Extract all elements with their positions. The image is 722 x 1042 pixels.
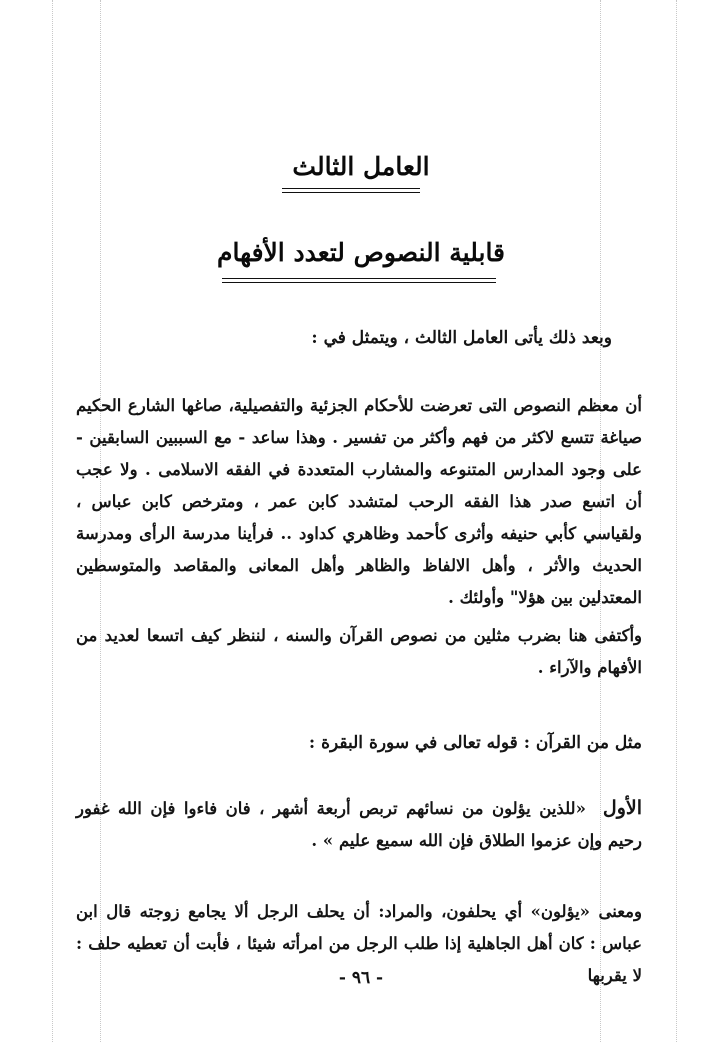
first-verse-paragraph [76,792,642,857]
first-verse-text: «للذين يؤلون من نسائهم تربص أربعة أشهر ، فان فاءوا فإن الله غفور رحيم وإن عزموا الطلاق فإن الله سميع عليم » . [76,799,642,850]
chapter-title-heading: قابلية النصوص لتعدد الأفهام [216,238,506,267]
title-underline [222,278,496,279]
main-paragraph: أن معظم النصوص التى تعرضت للأحكام الجزئية والتفصيلية، صاغها الشارع الحكيم صياغة تتسع لاكثر من فهم وأكثر من تفسير . وهذا ساعد - مع السببين السابقين - على وجود المدارس المتنوعه والمشارب المتعددة في الفقه الاسلامى . ولا عجب أن اتسع صدر هذا الفقه الرحب لمتشدد كابن عمر ، ومترخص كابن عباس ، ولقياسي كأبي حنيفه وأثرى كأحمد وظاهري كداود .. فرأينا مدرسة الرأى ومدرسة الحديث والأثر ، وأهل الالفاظ والظاهر وأهل المعانى والمقاصد والمتوسطين المعتدلين بين هؤلا" وأولئك . [76,396,642,607]
examples-paragraph: وأكتفى هنا بضرب مثلين من نصوص القرآن والسنه ، لننظر كيف اتسعا لعديد من الأفهام والآراء . [76,626,642,677]
title-underline [222,282,496,283]
first-label: الأول [602,797,642,819]
page-number: - ٩٦ - [338,968,384,988]
heading-underline [282,188,420,189]
chapter-factor-heading: العامل الثالث [292,152,430,181]
heading-underline [282,192,420,193]
meaning-paragraph: ومعنى «يؤلون» أي يحلفون، والمراد: أن يحلف الرجل ألا يجامع زوجته قال ابن عباس : كان أهل الجاهلية إذا طلب الرجل من امرأته شيئا ، فأبت أن تعطيه حلف : لا يقربها [76,902,642,985]
example-heading: مثل من القرآن : قوله تعالى في سورة البقرة : [308,733,642,753]
intro-paragraph: وبعد ذلك يأتى العامل الثالث ، ويتمثل في : [311,328,612,348]
